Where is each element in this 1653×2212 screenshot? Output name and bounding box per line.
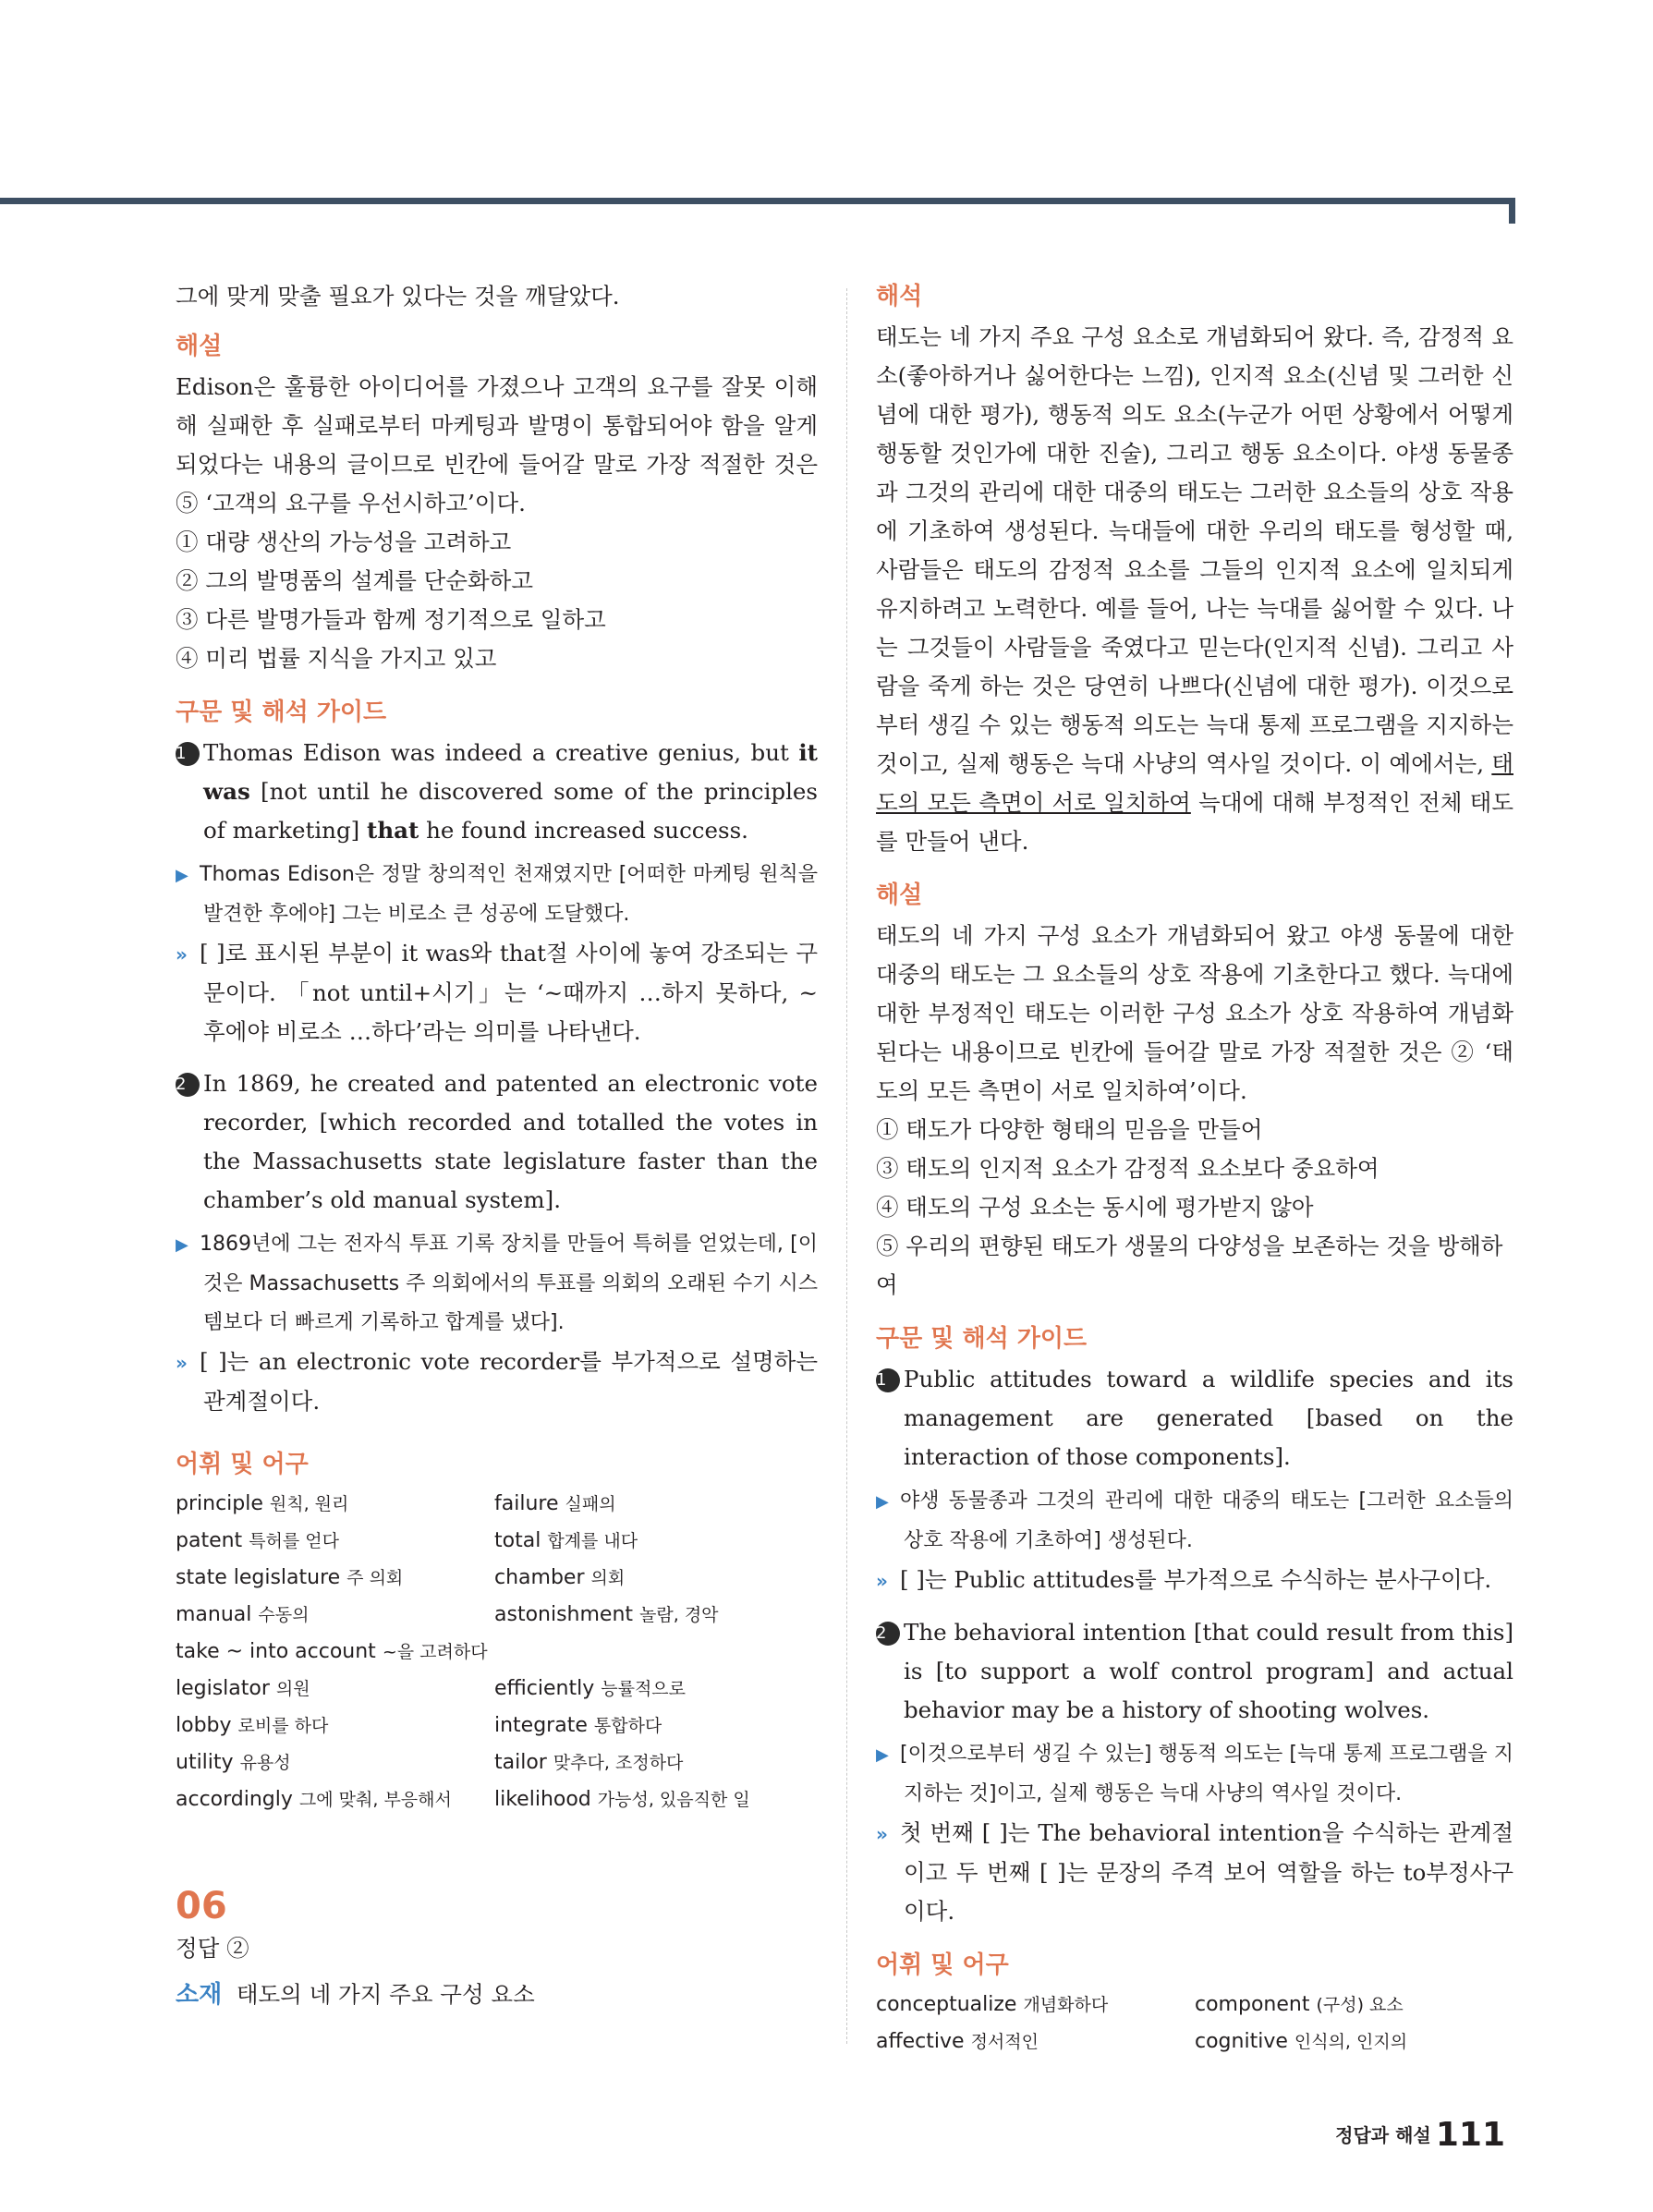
note-text: [ ]는 Public attitudes를 부가적으로 수식하는 분사구이다. xyxy=(900,1566,1492,1593)
vocab-meaning: 의원 xyxy=(275,1679,310,1699)
vocab-item xyxy=(494,1597,813,1634)
choice-item: ④ 미리 법률 지식을 가지고 있고 xyxy=(176,645,497,672)
sentence-text: In 1869, he created and patented an electronic vote recorder, [which recorded and totalled the votes in the Massachusetts state legislature faster than the chamber’s old manual system]. xyxy=(203,1070,818,1213)
choice-item: ③ 다른 발명가들과 함께 정기적으로 일하고 xyxy=(176,606,606,633)
translation-part: 태도는 네 가지 주요 구성 요소로 개념화되어 왔다. 즉, 감정적 요소(좋아하거나 싫어한다는 느낌), 인지적 요소(신념 및 그러한 신념에 대한 평가), 행동적 의도 요소(누군가 어떤 상황에서 어떻게 행동할 것인가에 대한 진술), 그리고 행동 요소이다. 야생 동물종과 그것의 관리에 대한 대중의 태도는 그러한 요소들의 상호 작용에 기초하여 생성된다. 늑대들에 대한 우리의 태도를 형성할 때, 사람들은 태도의 감정적 요소를 그들의 인지적 요소에 일치되게 유지하려고 노력한다. 예를 들어, 나는 늑대를 싫어할 수 있다. 나는 그것들이 사람들을 죽였다고 믿는다(인지적 신념). 그리고 사람을 죽게 하는 것은 당연히 나쁘다(신념에 대한 평가). 이것으로부터 생길 수 있는 행동적 의도는 늑대 통제 프로그램을 지지하는 것이고, 실제 행동은 늑대 사냥의 역사일 것이다. 이 예에서는, xyxy=(876,323,1513,777)
sentence-number-icon: 1 xyxy=(176,742,200,766)
vocab-word: take ~ into account xyxy=(176,1640,376,1663)
translation-2 xyxy=(176,1225,818,1343)
vocab-word: cognitive xyxy=(1195,2030,1288,2053)
column-divider xyxy=(846,288,847,2044)
page-footer xyxy=(1335,2116,1505,2154)
translation-text xyxy=(876,318,1513,861)
vocab-item xyxy=(876,1987,1195,2024)
vocab-item xyxy=(494,1523,813,1560)
vocab-item xyxy=(176,1486,494,1523)
vocab-item xyxy=(494,1671,813,1708)
vocab-item xyxy=(176,1708,494,1744)
sentence-text: [not until he discovered some of the principles of marketing] xyxy=(203,778,818,844)
vocab-meaning: 그에 맞춰, 부응해서 xyxy=(298,1790,452,1810)
choice-item: ② 그의 발명품의 설계를 단순화하고 xyxy=(176,567,533,594)
vocab-word: likelihood xyxy=(494,1788,591,1811)
translation-text: [이것으로부터 생길 수 있는] 행동적 의도는 [늑대 통제 프로그램을 지지하는 것]이고, 실제 행동은 늑대 사냥의 역사일 것이다. xyxy=(900,1743,1513,1805)
vocab-meaning: 가능성, 있음직한 일 xyxy=(597,1790,750,1810)
vocab-word: integrate xyxy=(494,1714,588,1737)
note-text: 첫 번째 [ ]는 The behavioral intention을 수식하는 관계절이고 두 번째 [ ]는 문장의 주격 보어 역할을 하는 to부정사구이다. xyxy=(900,1819,1513,1925)
double-arrow-icon: » xyxy=(176,943,188,966)
sentence-number-icon: 2 xyxy=(176,1073,200,1097)
vocab-word: utility xyxy=(176,1751,234,1774)
vocab-meaning: 합계를 내다 xyxy=(547,1531,638,1551)
sentence-number-icon: 1 xyxy=(876,1368,900,1392)
translation-part: 늑대에 대해 부정적인 전체 태도를 만들어 낸다. xyxy=(876,789,1514,855)
topic-text: 태도의 네 가지 주요 구성 요소 xyxy=(236,1981,535,2008)
translation-text: 1869년에 그는 전자식 투표 기록 장치를 만들어 특허를 얻었는데, [이것은 Massachusetts 주 의회에서의 투표를 의회의 오래된 수기 시스템보다 더 빠르게 기록하고 합계를 냈다]. xyxy=(200,1233,818,1334)
note-text: [ ]로 표시된 부분이 it was와 that절 사이에 놓여 강조되는 구문이다. 「not until+시기」는 ‘~때까지 …하지 못하다, ~ 후에야 비로소 …하다’라는 의미를 나타낸다. xyxy=(200,940,818,1045)
vocab-item xyxy=(494,1708,813,1744)
underlined-answer: 태도의 모든 측면이 서로 일치하여 xyxy=(876,750,1513,816)
vocab-meaning: 정서적인 xyxy=(970,2032,1039,2052)
vocab-word: astonishment xyxy=(494,1603,634,1626)
vocab-word: tailor xyxy=(494,1751,547,1774)
vocab-word: failure xyxy=(494,1492,559,1515)
vocab-meaning: 원칙, 원리 xyxy=(269,1494,349,1514)
header-rule-tick xyxy=(1509,198,1515,224)
sentence-2 xyxy=(176,1064,818,1220)
double-arrow-icon: » xyxy=(876,1823,888,1845)
note-text: [ ]는 an electronic vote recorder를 부가적으로 설명하는 관계절이다. xyxy=(200,1348,818,1415)
explain-heading: 해설 xyxy=(176,333,223,360)
translation-2 xyxy=(876,1735,1513,1814)
translation-1 xyxy=(176,856,818,934)
vocab-heading: 어휘 및 어구 xyxy=(176,1451,309,1478)
vocab-meaning: 특허를 얻다 xyxy=(249,1531,339,1551)
translation-text: 야생 동물종과 그것의 관리에 대한 대중의 태도는 [그러한 요소들의 상호 작용에 기초하여] 생성된다. xyxy=(900,1489,1513,1552)
right-column xyxy=(876,277,1513,2060)
vocab-meaning: 통합하다 xyxy=(593,1716,662,1736)
topic-line xyxy=(176,1975,818,2014)
vocab-word: conceptualize xyxy=(876,1993,1017,2016)
vocab-meaning: 놀람, 경악 xyxy=(639,1605,719,1625)
vocab-item xyxy=(494,1781,813,1818)
vocab-item xyxy=(176,1560,494,1597)
vocab-word: state legislature xyxy=(176,1566,341,1589)
vocab-list xyxy=(876,1987,1513,2060)
explain-text: 태도의 네 가지 구성 요소가 개념화되어 왔고 야생 동물에 대한 대중의 태도는 그 요소들의 상호 작용에 기초한다고 했다. 늑대에 대한 부정적인 태도는 이러한 구성 요소가 상호 작용하여 개념화된다는 내용이므로 빈칸에 들어갈 말로 가장 적절한 것은 ② ‘태도의 모든 측면이 서로 일치하여’이다. xyxy=(876,922,1513,1104)
vocab-meaning: 맞추다, 조정하다 xyxy=(553,1753,684,1773)
vocab-word: principle xyxy=(176,1492,263,1515)
vocab-word: chamber xyxy=(494,1566,585,1589)
vocab-meaning: (구성) 요소 xyxy=(1316,1995,1404,2015)
vocab-word: manual xyxy=(176,1603,252,1626)
emphasis-text: it was xyxy=(203,739,818,805)
vocab-meaning: 능률적으로 xyxy=(601,1679,687,1699)
note-2 xyxy=(876,1814,1513,1931)
sentence-2 xyxy=(876,1613,1513,1730)
question-number: 06 xyxy=(176,1885,227,1927)
choice-item: ④ 태도의 구성 요소는 동시에 평가받지 않아 xyxy=(876,1194,1314,1221)
explain-text: Edison은 훌륭한 아이디어를 가졌으나 고객의 요구를 잘못 이해해 실패한 후 실패로부터 마케팅과 발명이 통합되어야 함을 알게 되었다는 내용의 글이므로 빈칸에 들어갈 말로 가장 적절한 것은 ⑤ ‘고객의 요구를 우선시하고’이다. xyxy=(176,373,818,517)
triangle-bullet-icon: ▶ xyxy=(176,1235,188,1255)
translation-heading: 해석 xyxy=(876,283,923,310)
answer-text: 정답 ② xyxy=(176,1935,249,1962)
vocab-meaning: ~을 고려하다 xyxy=(382,1642,488,1662)
vocab-list xyxy=(176,1486,818,1818)
vocab-meaning: 의회 xyxy=(590,1568,626,1588)
vocab-heading: 어휘 및 어구 xyxy=(876,1951,1009,1979)
vocab-item xyxy=(176,1634,813,1671)
note-2 xyxy=(176,1343,818,1421)
vocab-word: legislator xyxy=(176,1677,270,1700)
vocab-item xyxy=(176,1523,494,1560)
note-1 xyxy=(876,1561,1513,1600)
choice-item: ① 대량 생산의 가능성을 고려하고 xyxy=(176,529,512,555)
sentence-text: he found increased success. xyxy=(419,817,748,844)
triangle-bullet-icon: ▶ xyxy=(176,866,188,885)
sentence-1 xyxy=(876,1360,1513,1477)
vocab-meaning: 유용성 xyxy=(239,1753,291,1773)
left-column xyxy=(176,277,818,2014)
sentence-text: Public attitudes toward a wildlife species and its management are generated [based on the interaction of those components]. xyxy=(904,1366,1513,1470)
vocab-word: lobby xyxy=(176,1714,232,1737)
vocab-item xyxy=(876,2024,1195,2060)
vocab-word: component xyxy=(1195,1993,1310,2016)
header-rule xyxy=(0,198,1515,204)
vocab-item xyxy=(494,1744,813,1781)
note-1 xyxy=(176,934,818,1051)
vocab-item xyxy=(176,1781,494,1818)
vocab-item xyxy=(494,1486,813,1523)
choice-item: ⑤ 우리의 편향된 태도가 생물의 다양성을 보존하는 것을 방해하여 xyxy=(876,1233,1503,1298)
vocab-word: efficiently xyxy=(494,1677,595,1700)
page-number: 111 xyxy=(1435,2116,1505,2154)
vocab-meaning: 수동의 xyxy=(258,1605,310,1625)
vocab-meaning: 인식의, 인지의 xyxy=(1294,2032,1408,2052)
sentence-number-icon: 2 xyxy=(876,1622,900,1646)
vocab-item xyxy=(176,1671,494,1708)
triangle-bullet-icon: ▶ xyxy=(876,1492,889,1512)
explain-heading: 해설 xyxy=(876,881,923,909)
double-arrow-icon: » xyxy=(176,1352,188,1374)
intro-text: 그에 맞게 맞출 필요가 있다는 것을 깨달았다. xyxy=(176,283,620,310)
vocab-item xyxy=(494,1560,813,1597)
vocab-item xyxy=(1195,1987,1513,2024)
translation-1 xyxy=(876,1482,1513,1561)
vocab-item xyxy=(176,1744,494,1781)
sentence-text: Thomas Edison was indeed a creative genius, but xyxy=(203,739,799,766)
sentence-text: The behavioral intention [that could result from this] is [to support a wolf control program] and actual behavior may be a history of shooting wolves. xyxy=(904,1619,1513,1723)
vocab-item xyxy=(1195,2024,1513,2060)
choice-item: ③ 태도의 인지적 요소가 감정적 요소보다 중요하여 xyxy=(876,1155,1380,1182)
vocab-meaning: 실패의 xyxy=(565,1494,616,1514)
translation-text: Thomas Edison은 정말 창의적인 천재였지만 [어떠한 마케팅 원칙을 발견한 후에야] 그는 비로소 큰 성공에 도달했다. xyxy=(200,863,818,926)
emphasis-text: that xyxy=(367,817,419,844)
vocab-meaning: 개념화하다 xyxy=(1023,1995,1109,2015)
guide-heading: 구문 및 해석 가이드 xyxy=(876,1325,1088,1353)
triangle-bullet-icon: ▶ xyxy=(876,1745,889,1765)
vocab-meaning: 로비를 하다 xyxy=(237,1716,329,1736)
vocab-meaning: 주 의회 xyxy=(346,1568,404,1588)
vocab-word: accordingly xyxy=(176,1788,293,1811)
vocab-item xyxy=(176,1597,494,1634)
footer-label: 정답과 해설 xyxy=(1335,2124,1431,2146)
sentence-1 xyxy=(176,734,818,850)
vocab-word: affective xyxy=(876,2030,965,2053)
guide-heading: 구문 및 해석 가이드 xyxy=(176,699,387,726)
choice-item: ① 태도가 다양한 형태의 믿음을 만들어 xyxy=(876,1116,1263,1143)
double-arrow-icon: » xyxy=(876,1570,888,1592)
vocab-word: patent xyxy=(176,1529,243,1552)
vocab-word: total xyxy=(494,1529,541,1552)
topic-label: 소재 xyxy=(176,1981,223,2009)
